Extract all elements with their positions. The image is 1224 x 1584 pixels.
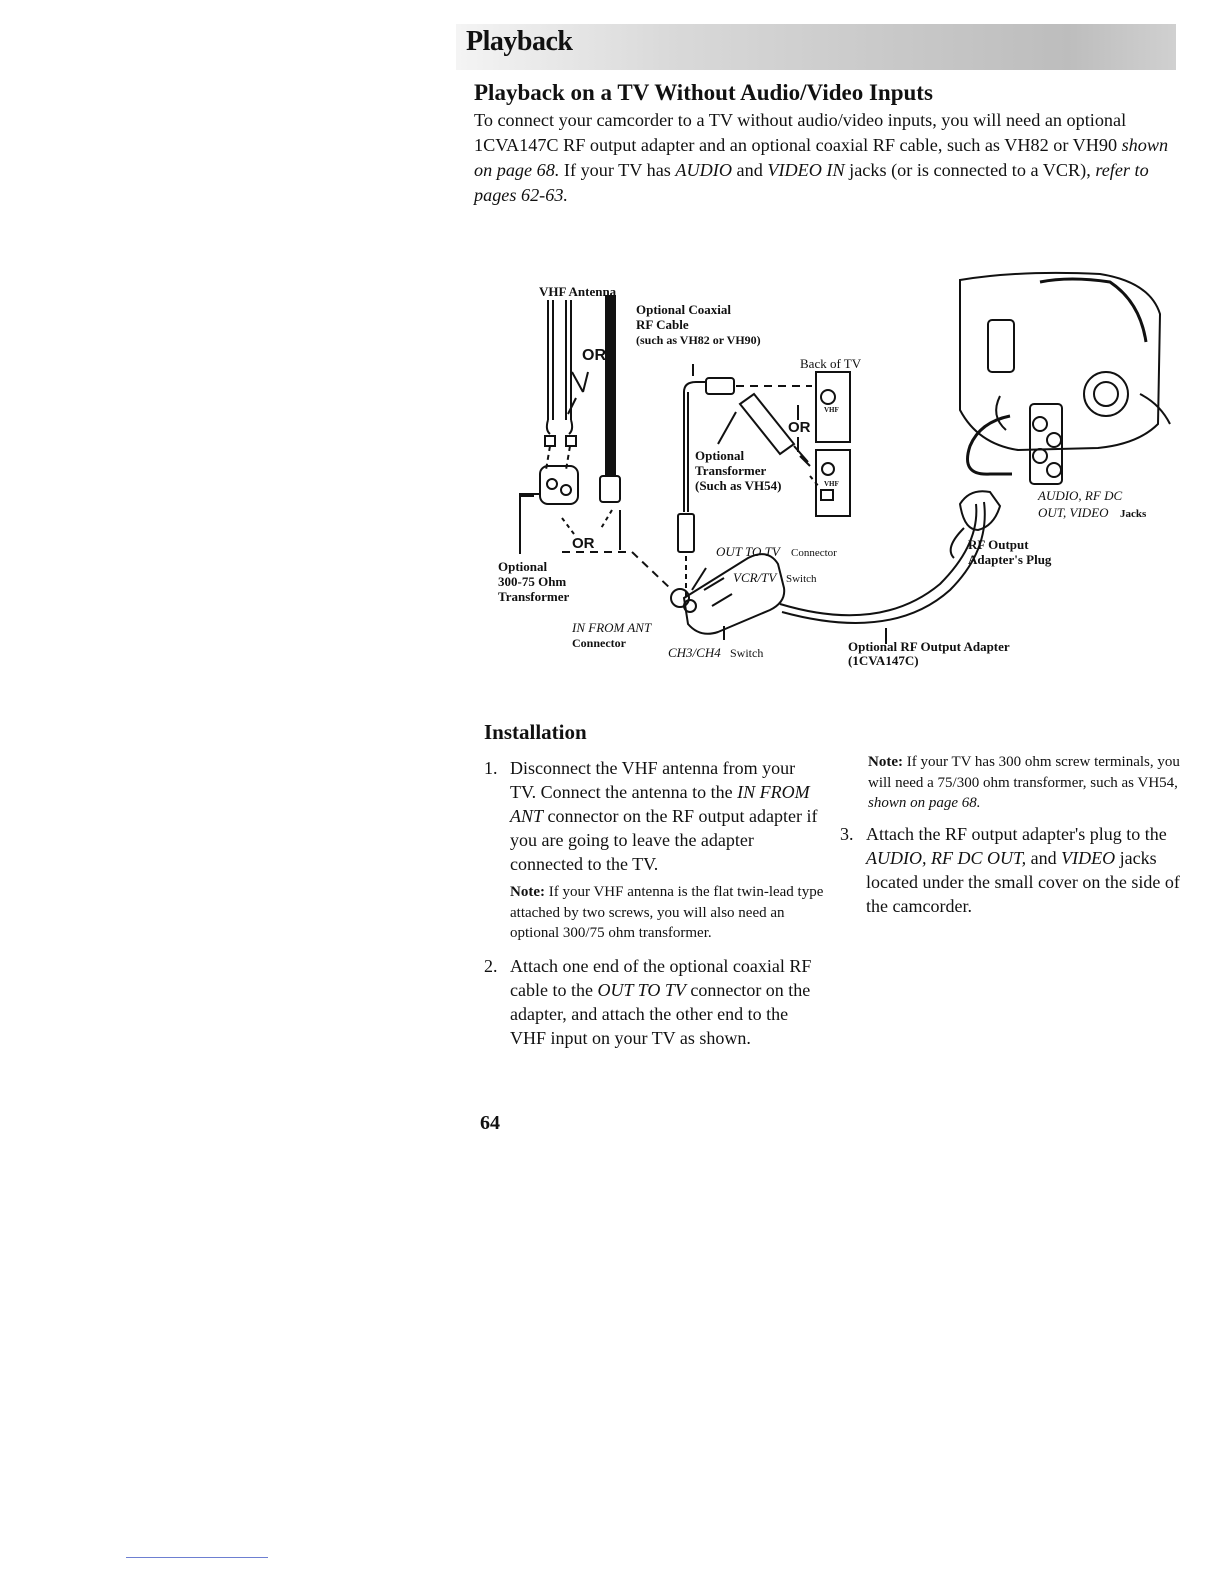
svg-text:OUT TO TV: OUT TO TV [716,544,780,559]
svg-text:Connector: Connector [572,636,626,650]
installation-left-column [484,756,824,1056]
svg-text:Transformer: Transformer [498,589,570,604]
step-2: 2. Attach one end of the optional coaxial RF cable to the OUT TO TV connector on the adapter, and attach the other end to the VHF input on your TV as shown. [484,955,812,1048]
svg-text:(1CVA147C): (1CVA147C) [848,653,919,668]
svg-text:OUT, VIDEO: OUT, VIDEO [1038,505,1109,520]
installation-right-column [840,752,1180,924]
svg-text:(such as VH82 or VH90): (such as VH82 or VH90) [636,333,761,347]
intro-paragraph: To connect your camcorder to a TV without audio/video inputs, you will need an optional 1CVA147C RF output adapter and an optional coaxial RF cable, such as VH82 or VH90 shown on page 68. If your TV has AUDIO and VIDEO IN jacks (or is connected to a VCR), refer to pages 62-63. [474,110,1169,205]
svg-text:300-75 Ohm: 300-75 Ohm [498,574,567,589]
installation-heading: Installation [484,720,587,744]
svg-text:Optional: Optional [695,448,745,463]
note-2: Note: If your TV has 300 ohm screw terminals, you will need a 75/300 ohm transformer, such as VH54, shown on page 68. [868,754,1180,811]
svg-text:Optional RF Output Adapter: Optional RF Output Adapter [848,639,1010,654]
vhf-antenna-illustration [545,300,576,470]
step-3: 3. Attach the RF output adapter's plug to the AUDIO, RF DC OUT, and VIDEO jacks located under the small cover on the side of the camcorder. [840,823,1180,916]
svg-text:IN FROM ANT: IN FROM ANT [572,620,652,635]
svg-text:(Such as VH54): (Such as VH54) [695,478,782,493]
svg-text:OR: OR [582,347,606,364]
step-1: 1. Disconnect the VHF antenna from your TV. Connect the antenna to the IN FROM ANT connector on the RF output adapter if you are going to leave the adapter connected to the TV. [484,758,818,874]
svg-text:Switch: Switch [786,573,817,585]
section-heading: Playback on a TV Without Audio/Video Inputs [474,80,933,105]
svg-text:Optional: Optional [498,559,548,574]
note-1: Note: If your VHF antenna is the flat twin-lead type attached by two screws, you will also need an optional 300/75 ohm transformer. [510,884,824,941]
flat-antenna-lead [606,296,615,476]
svg-text:RF Output: RF Output [968,537,1029,552]
back-of-tv-illustration [798,372,850,516]
svg-text:Switch: Switch [730,646,764,660]
page-header-title: Playback [466,26,573,57]
svg-text:AUDIO, RF DC: AUDIO, RF DC [1038,488,1123,503]
svg-text:OR: OR [788,419,811,436]
svg-text:Optional Coaxial: Optional Coaxial [636,302,731,317]
svg-text:Back of TV: Back of TV [800,356,862,371]
svg-text:VCR/TV: VCR/TV [733,570,777,585]
vhf-antenna-label: VHF Antenna [539,284,617,299]
page-number: 64 [480,1112,500,1134]
svg-text:CH3/CH4: CH3/CH4 [668,645,721,660]
svg-text:VHF: VHF [824,480,839,488]
svg-text:Jacks: Jacks [1120,508,1147,520]
svg-text:OR: OR [572,535,595,552]
svg-text:Transformer: Transformer [695,463,767,478]
rf-output-adapter-illustration [671,502,985,644]
scan-artifact-line [126,1557,268,1558]
svg-text:RF Cable: RF Cable [636,317,689,332]
svg-text:Connector: Connector [791,547,837,559]
300-75-transformer-illustration [520,466,578,554]
svg-text:VHF: VHF [824,406,839,414]
svg-text:Adapter's Plug: Adapter's Plug [968,552,1052,567]
